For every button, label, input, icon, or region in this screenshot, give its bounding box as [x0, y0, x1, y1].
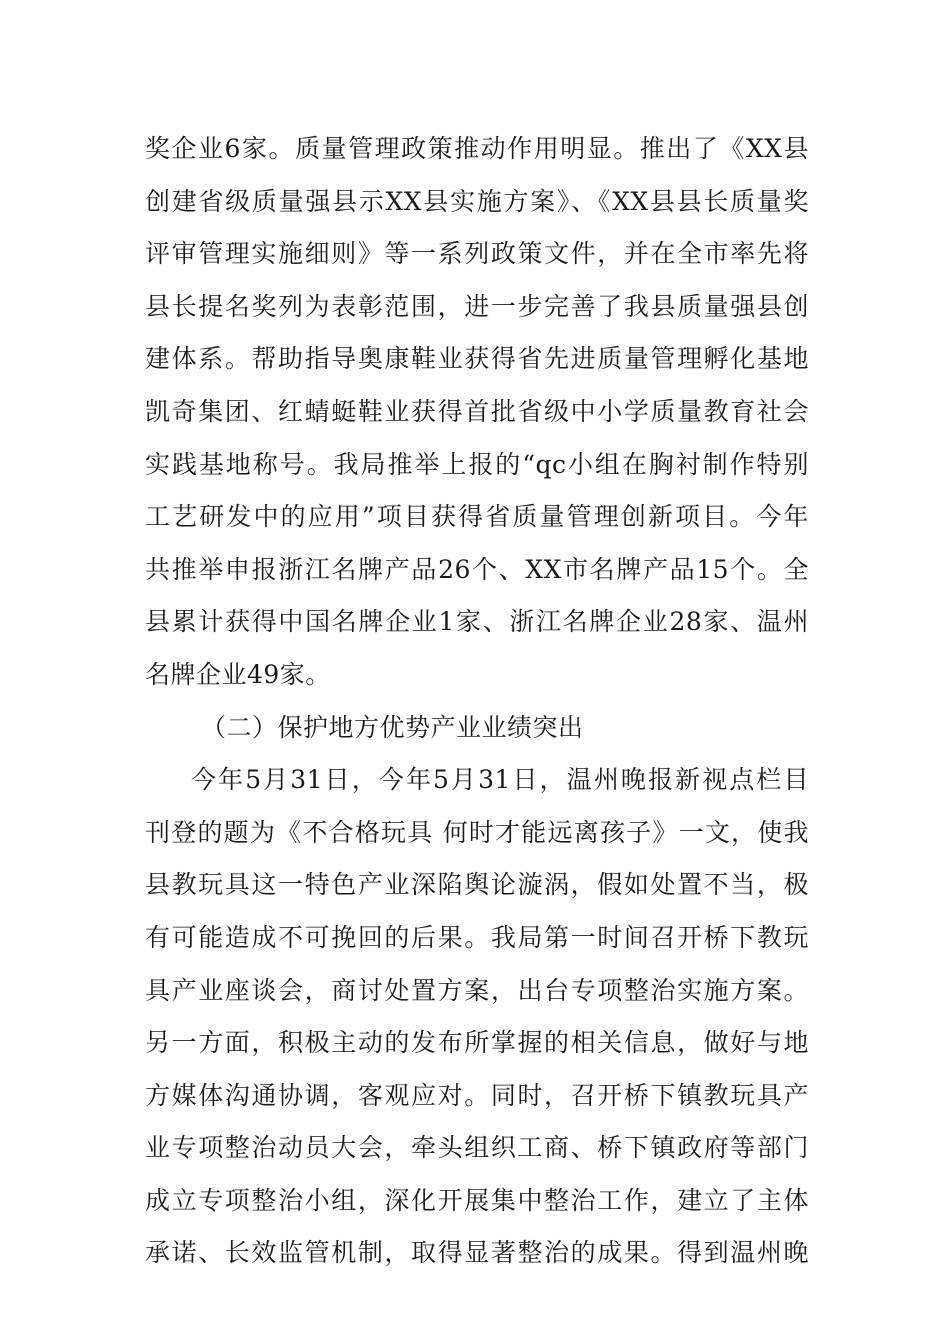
text-line: 另一方面，积极主动的发布所掌握的相关信息，做好与地 [145, 1028, 809, 1058]
text-line: 承诺、长效监管机制，取得显著整治的成果。得到温州晚 [145, 1238, 809, 1268]
section-heading: （二）保护地方优势产业业绩突出 [201, 712, 584, 742]
paragraph-industry-protection [145, 754, 809, 1280]
text-line: 凯奇集团、红蜻蜓鞋业获得首批省级中小学质量教育社会 [145, 396, 809, 426]
text-line: 县累计获得中国名牌企业1家、浙江名牌企业28家、温州 [145, 607, 809, 637]
text-line: 名牌企业49家。 [145, 659, 331, 689]
text-line: 县教玩具这一特色产业深陷舆论漩涡，假如处置不当，极 [145, 870, 809, 900]
text-line: 刊登的题为《不合格玩具 何时才能远离孩子》一文，使我 [145, 817, 809, 847]
text-line: 创建省级质量强县示XX县实施方案》、《XX县县长质量奖 [145, 186, 809, 216]
paragraph-achievements [145, 123, 809, 702]
text-line: 成立专项整治小组，深化开展集中整治工作，建立了主体 [145, 1185, 809, 1215]
document-body [145, 123, 809, 1280]
text-line: 奖企业6家。质量管理政策推动作用明显。推出了《XX县 [145, 134, 809, 163]
text-line: 建体系。帮助指导奥康鞋业获得省先进质量管理孵化基地 [145, 344, 809, 374]
text-line: 实践基地称号。我局推举上报的“qc小组在胸衬制作特别 [145, 449, 809, 479]
text-line: 业专项整治动员大会，牵头组织工商、桥下镇政府等部门 [145, 1133, 809, 1163]
text-line: 评审管理实施细则》等一系列政策文件，并在全市率先将 [145, 239, 809, 269]
text-line: 具产业座谈会，商讨处置方案，出台专项整治实施方案。 [145, 975, 809, 1005]
text-line: 工艺研发中的应用”项目获得省质量管理创新项目。今年 [145, 502, 809, 532]
text-line: 方媒体沟通协调，客观应对。同时，召开桥下镇教玩具产 [145, 1080, 809, 1110]
text-line: 今年5月31日，今年5月31日，温州晚报新视点栏目 [191, 765, 809, 795]
text-line: 有可能造成不可挽回的后果。我局第一时间召开桥下教玩 [145, 922, 809, 952]
text-line: 共推举申报浙江名牌产品26个、XX市名牌产品15个。全 [145, 554, 809, 584]
text-line: 县长提名奖列为表彰范围，进一步完善了我县质量强县创 [145, 291, 809, 321]
